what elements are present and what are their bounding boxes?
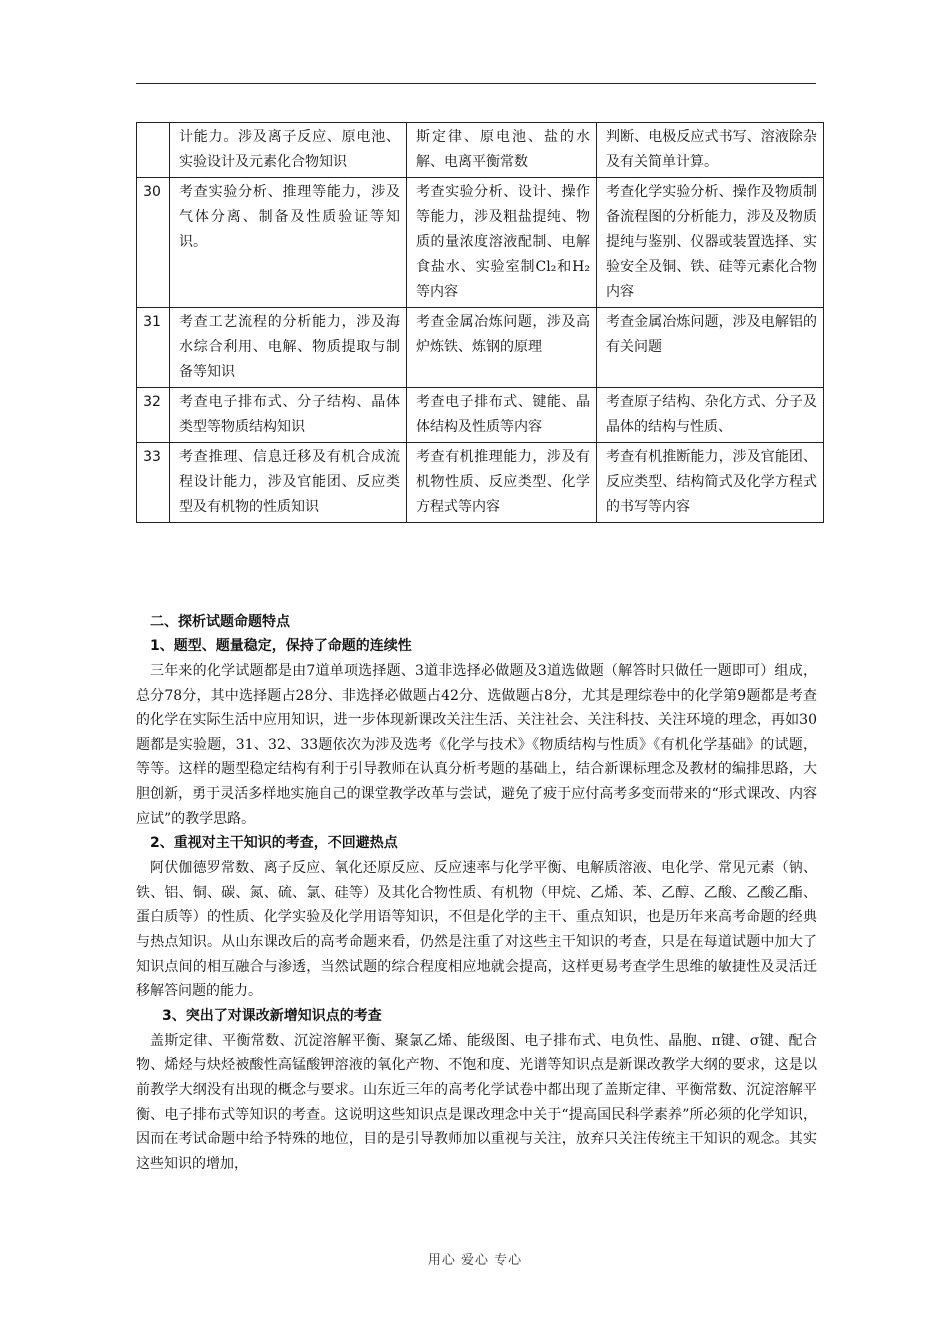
question-number: 33 xyxy=(137,443,170,523)
section-exam-features xyxy=(136,610,817,1176)
header-rule xyxy=(136,83,816,84)
table-row xyxy=(137,123,824,178)
table-cell: 斯定律、原电池、盐的水解、电离平衡常数 xyxy=(407,123,597,178)
table-cell: 考查有机推理能力，涉及有机物性质、反应类型、化学方程式等内容 xyxy=(407,443,597,523)
table-cell: 判断、电极反应式书写、溶液除杂及有关简单计算。 xyxy=(597,123,824,178)
page-footer: 用心 爱心 专心 xyxy=(427,1253,523,1268)
table-cell: 考查金属冶炼问题，涉及电解铝的有关问题 xyxy=(597,308,824,388)
subsection-title-2: 2、重视对主干知识的考查，不回避热点 xyxy=(150,835,398,852)
question-number: 31 xyxy=(137,308,170,388)
subsection-title-1: 1、题型、题量稳定，保持了命题的连续性 xyxy=(150,638,412,654)
table-cell: 考查金属冶炼问题，涉及高炉炼铁、炼钢的原理 xyxy=(407,308,597,388)
table-cell: 考查推理、信息迁移及有机合成流程设计能力，涉及官能团、反应类型及有机物的性质知识 xyxy=(170,443,407,523)
question-number xyxy=(137,123,170,178)
table-cell: 考查工艺流程的分析能力，涉及海水综合利用、电解、物质提取与制备等知识 xyxy=(170,308,407,388)
table-cell: 考查电子排布式、键能、晶体结构及性质等内容 xyxy=(407,388,597,443)
section-heading: 二、探析试题命题特点 xyxy=(150,614,290,630)
subsection-title-3: 3、突出了对课改新增知识点的考查 xyxy=(162,1007,382,1024)
table-cell: 考查实验分析、推理等能力，涉及气体分离、制备及性质验证等知识。 xyxy=(170,178,407,308)
question-number: 30 xyxy=(137,178,170,308)
paragraph-3: 盖斯定律、平衡常数、沉淀溶解平衡、聚氯乙烯、能级图、电子排布式、电负性、晶胞、π键、σ键、配合物、烯烃与炔烃被酸性高锰酸钾溶液的氧化产物、不饱和度、光谱等知识点是新课改教学大纲的要求，这是以前教学大纲没有出现的概念与要求。山东近三年的高考化学试卷中都出现了盖斯定律、平衡常数、沉淀溶解平衡、电子排布式等知识的考查。这说明这些知识点是课改理念中关于“提高国民科学素养”所必须的化学知识，因而在考试命题中给予特殊的地位，目的是引导教师加以重视与关注，放弃只关注传统主干知识的观念。其实这些知识的增加， xyxy=(136,1032,817,1172)
paragraph-2: 阿伏伽德罗常数、离子反应、氧化还原反应、反应速率与化学平衡、电解质溶液、电化学、常见元素（钠、铁、铝、铜、碳、氮、硫、氯、硅等）及其化合物性质、有机物（甲烷、乙烯、苯、乙醇、乙酸、乙酸乙酯、蛋白质等）的性质、化学实验及化学用语等知识，不但是化学的主干、重点知识，也是历年来高考命题的经典与热点知识。从山东课改后的高考命题来看，仍然是注重了对这些主干知识的考查，只是在每道试题中加大了知识点间的相互融合与渗透，当然试题的综合程度相应地就会提高，这样更易考查学生思维的敏捷性及灵活迁移解答问题的能力。 xyxy=(136,860,817,1000)
table-cell: 考查原子结构、杂化方式、分子及晶体的结构与性质、 xyxy=(597,388,824,443)
table-row xyxy=(137,388,824,443)
paragraph-1: 三年来的化学试题都是由7道单项选择题、3道非选择必做题及3道选做题（解答时只做任一题即可）组成，总分78分，其中选择题占28分、非选择必做题占42分、选做题占8分，尤其是理综卷中的化学第9题都是考查的化学在实际生活中应用知识，进一步体现新课改关注生活、关注社会、关注科技、关注环境的理念，再如30题都是实验题，31、32、33题依次为涉及选考《化学与技术》《物质结构与性质》《有机化学基础》的试题，等等。这样的题型稳定结构有利于引导教师在认真分析考题的基础上，结合新课标理念及教材的编排思路，大胆创新，勇于灵活多样地实施自己的课堂教学改革与尝试，避免了疲于应付高考多变而带来的“形式课改、内容应试”的教学思路。 xyxy=(136,663,817,827)
question-number: 32 xyxy=(137,388,170,443)
table-cell: 考查有机推断能力，涉及官能团、反应类型、结构简式及化学方程式的书写等内容 xyxy=(597,443,824,523)
table-cell: 考查实验分析、设计、操作等能力，涉及粗盐提纯、物质的量浓度溶液配制、电解食盐水、实验室制Cl₂和H₂等内容 xyxy=(407,178,597,308)
table-cell: 考查化学实验分析、操作及物质制备流程图的分析能力，涉及及物质提纯与鉴别、仪器或装置选择、实验安全及铜、铁、硅等元素化合物内容 xyxy=(597,178,824,308)
exam-analysis-table xyxy=(136,122,824,523)
table-cell: 考查电子排布式、分子结构、晶体类型等物质结构知识 xyxy=(170,388,407,443)
table-row xyxy=(137,178,824,308)
table-row xyxy=(137,308,824,388)
table-cell: 计能力。涉及离子反应、原电池、实验设计及元素化合物知识 xyxy=(170,123,407,178)
table-row xyxy=(137,443,824,523)
